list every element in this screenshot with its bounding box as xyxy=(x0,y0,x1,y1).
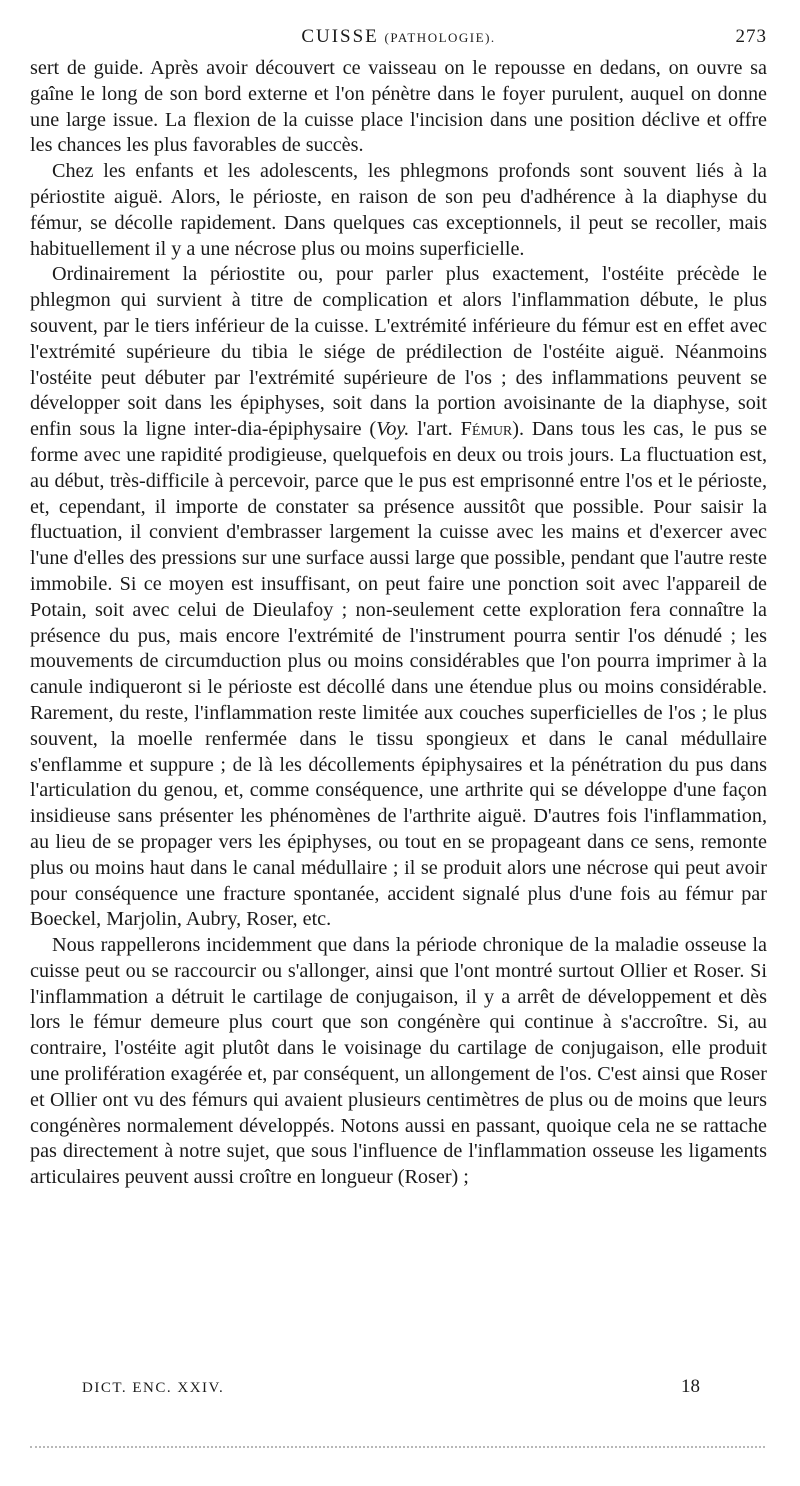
page xyxy=(30,20,767,1191)
paragraph xyxy=(30,262,767,933)
paragraph-text: Ordinairement la périostite ou, pour parler plus exactement, l'ostéite précède le phlegmon qui survient à titre de complication et alors l'inflammation débute, le plus souvent, par le tiers inférieur de la cuisse. L'extrémité inférieure du fémur est en effet avec l'extrémité supérieure du tibia le siége de prédilection de l'ostéite aiguë. Néanmoins l'ostéite peut débuter par l'extrémité supérieure de l'os ; des inflammations peuvent se développer soit dans les épiphyses, soit dans la portion avoisinante de la diaphyse, soit enfin sous la ligne inter-dia-épiphysaire ( xyxy=(30,263,767,441)
paragraph-text: ). Dans tous les cas, le pus se forme avec une rapidité prodigieuse, quelquefois en deux ou trois jours. La fluctuation est, au début, très-difficile à percevoir, parce que le pus est emprisonné entre l'os et le périoste, et, cependant, il importe de constater sa présence aussitôt que possible. Pour saisir la fluctuation, il convient d'embrasser largement la cuisse avec les mains et d'exercer avec l'une d'elles des pressions sur une surface aussi large que possible, pendant que l'autre reste immobile. Si ce moyen est insuffisant, on peut faire une ponction soit avec l'appareil de Potain, soit avec celui de Dieulafoy ; non-seulement cette exploration fera connaître la présence du pus, mais encore l'extrémité de l'instrument pourra sentir l'os dénudé ; les mouvements de circumduction plus ou moins considérables que l'on pourra imprimer à la canule indiqueront si le périoste est décollé dans une étendue plus ou moins considérable. Rarement, du reste, l'inflammation reste limitée aux couches superficielles de l'os ; le plus souvent, la moelle renfermée dans le tissu spongieux et dans le canal médullaire s'enflamme et suppure ; de là les décollements épiphysaires et la pénétration du pus dans l'articulation du genou, et, comme conséquence, une arthrite qui se développe d'une façon insidieuse sans présenter les phénomènes de l'arthrite aiguë. D'autres fois l'inflammation, au lieu de se propager vers les épiphyses, ou tout en se propageant dans ce sens, remonte plus ou moins haut dans le canal médullaire ; il se produit alors une nécrose qui peut avoir pour conséquence une fracture spontanée, accident signalé plus d'une fois au fémur par Boeckel, Marjolin, Aubry, Roser, etc. xyxy=(30,418,767,931)
running-title xyxy=(30,26,767,48)
printer-signature: DICT. ENC. XXIV. xyxy=(82,1380,225,1396)
bottom-dotted-rule xyxy=(30,1446,765,1448)
paragraph-text: l'art. xyxy=(409,418,461,441)
running-head xyxy=(30,20,767,50)
body-text xyxy=(30,56,767,1191)
paragraph-text: Chez les enfants et les adolescents, les phlegmons profonds sont souvent liés à la périostite aiguë. Alors, le périoste, en raison de son peu d'adhérence à la diaphyse du fémur, se décolle rapidement. Dans quelques cas exceptionnels, il peut se recoller, mais habituellement il y a une nécrose plus ou moins superficielle. xyxy=(30,160,767,260)
paragraph xyxy=(30,56,767,159)
page-footer xyxy=(82,1376,700,1402)
paragraph xyxy=(30,933,767,1191)
running-title-main: CUISSE xyxy=(301,26,379,47)
paragraph-text: Nous rappellerons incidemment que dans la période chronique de la maladie osseuse la cuisse peut ou se raccourcir ou s'allonger, ainsi que l'ont montré surtout Ollier et Roser. Si l'inflammation a détruit le cartilage de conjugaison, il y a arrêt de développement et dès lors le fémur demeure plus court que son congénère qui continue à s'accroître. Si, au contraire, l'ostéite agit plutôt dans le voisinage du cartilage de conjugaison, elle produit une prolifération exagérée et, par conséquent, un allongement de l'os. C'est ainsi que Roser et Ollier ont vu des fémurs qui avaient plusieurs centimètres de plus ou de moins que leurs congénères normalement développés. Notons aussi en passant, quoique cela ne se rattache pas directement à notre sujet, que sous l'influence de l'inflammation osseuse les ligaments articulaires peuvent aussi croître en longueur (Roser) ; xyxy=(30,934,767,1189)
paragraph-text: sert de guide. Après avoir découvert ce vaisseau on le repousse en dedans, on ouvre sa gaîne le long de son bord externe et l'on pénètre dans le foyer purulent, auquel on donne une large issue. La flexion de la cuisse place l'incision dans une position déclive et offre les chances les plus favorables de succès. xyxy=(30,57,767,157)
page-number: 273 xyxy=(735,26,767,47)
sheet-number: 18 xyxy=(681,1376,700,1397)
smallcaps-text: Fémur xyxy=(460,418,513,441)
paragraph xyxy=(30,159,767,262)
running-title-subtitle: (PATHOLOGIE). xyxy=(384,30,496,45)
italic-text: Voy. xyxy=(376,418,410,441)
